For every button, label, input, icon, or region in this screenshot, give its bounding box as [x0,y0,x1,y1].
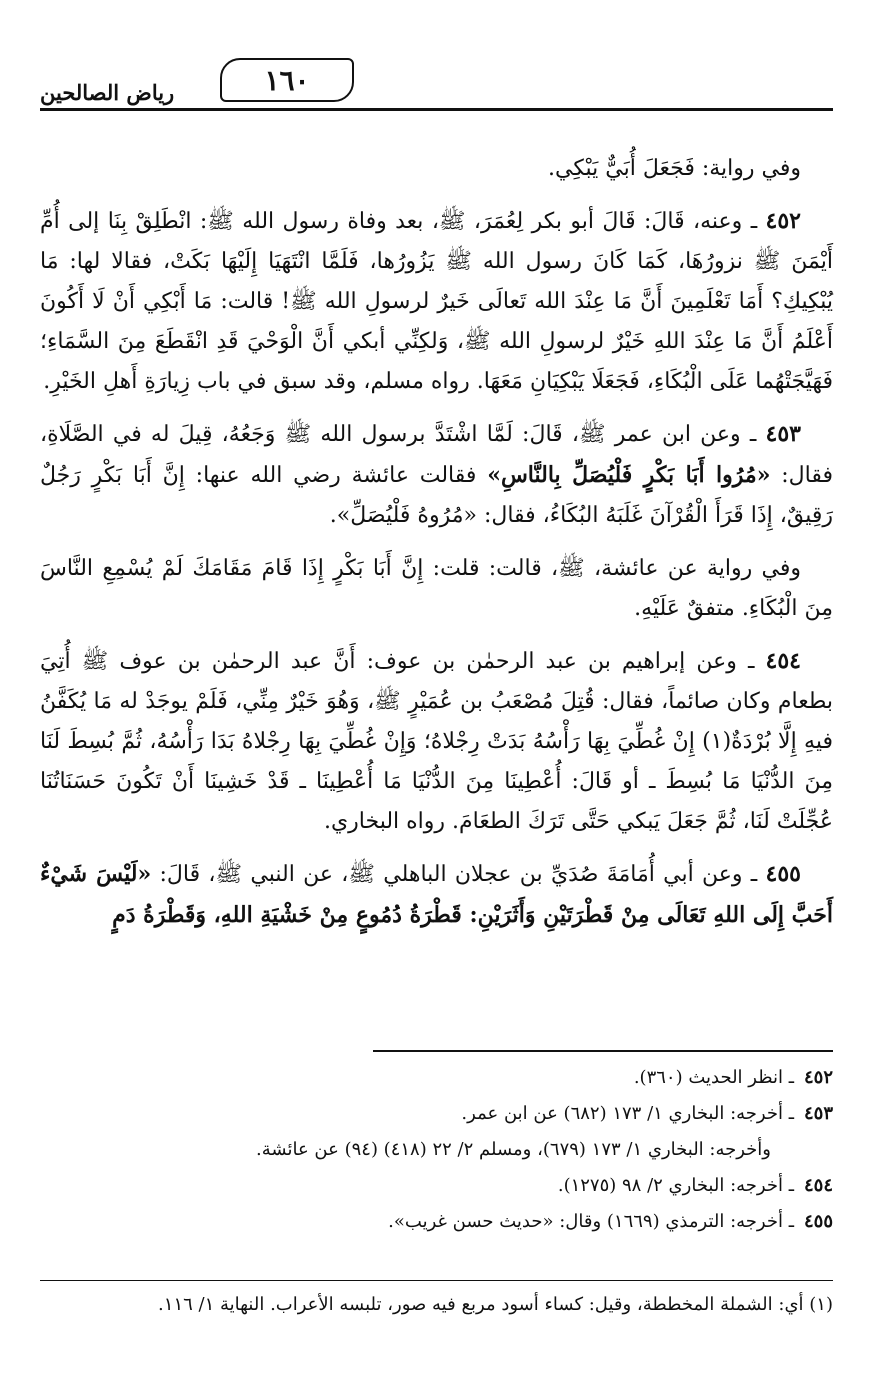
note-text: ـ انظر الحديث (٣٦٠). [633,1067,794,1088]
running-head: رياض الصالحين [40,80,175,105]
note-line [40,1168,833,1204]
note-number: ٤٥٢ [803,1067,833,1088]
page-header [40,58,833,110]
notes-rule [373,1050,833,1052]
paragraph-text: ـ وعن ابن عمر ﷺ، قَالَ: لَمَّا اشْتَدَّ برسول الله ﷺ وَجَعُهُ، قِيلَ له في الصَّلَاةِ، فقال: [40,422,833,488]
hadith-number: ٤٥٣ [765,421,801,447]
note-number: ٤٥٣ [803,1103,833,1124]
prophetic-quote: «لَيْسَ شَيْءٌ أَحَبَّ إِلَى اللهِ تَعَالَى مِنْ قَطْرَتَيْنِ وَأَثَرَيْنِ: قَطْرَةُ دُمُوعٍ مِنْ خَشْيَةِ اللهِ، وَقَطْرَةُ دَمٍ [40,861,833,928]
footnote-rule [40,1280,833,1281]
hadith-number: ٤٥٥ [765,861,801,887]
paragraph-text: ـ وعن أبي أُمَامَةَ صُدَيِّ بن عجلان الباهلي ﷺ، عن النبي ﷺ، قَالَ: [151,862,766,887]
paragraph [40,641,833,842]
paragraph-text: ـ وعن إبراهيم بن عبد الرحمٰن بن عوف: أَنَّ عبد الرحمٰن بن عوف ﷺ أُتِيَ بطعام وكان صائماً، فقال: قُتِلَ مُصْعَبُ بن عُمَيْرٍ ﷺ، وَهُوَ خَيْرٌ مِنِّي، فَلَمْ يوجَدْ له مَا يُكَفَّنُ فيهِ إِلَّا بُرْدَةٌ(١) إِنْ غُطِّيَ بِهَا رَأْسُهُ بَدَتْ رِجْلاهُ؛ وَإِنْ غُطِّيَ بِهَا رِجْلاهُ بَدَا رَأْسُهُ، ثُمَّ بُسِطَ لَنَا مِنَ الدُّنْيَا مَا بُسِطَ ـ أو قَالَ: أُعْطِينَا مِنَ الدُّنْيَا مَا أُعْطِينَا ـ قَدْ خَشِينَا أَنْ تَكُونَ حَسَنَاتُنَا عُجِّلَتْ لَنَا، ثُمَّ جَعَلَ يَبكي حَتَّى تَرَكَ الطعَامَ. رواه البخاري. [40,649,833,834]
header-rule [40,108,833,111]
footnote: (١) أي: الشملة المخططة، وقيل: كساء أسود مربع فيه صور، تلبسه الأعراب. النهاية ١/ ١١٦. [158,1294,833,1315]
note-line [40,1060,833,1096]
paragraph-text: وفي رواية عن عائشة، ﷺ، قالت: قلت: إِنَّ أَبَا بَكْرٍ إِذَا قَامَ مَقَامَكَ لَمْ يُسْمِعِ النَّاسَ مِنَ الْبُكَاءِ. متفقٌ عَلَيْهِ. [40,556,833,621]
paragraph [40,854,833,936]
note-line [40,1204,833,1240]
note-number: ٤٥٥ [803,1211,833,1232]
paragraph [40,201,833,402]
note-line [40,1096,833,1132]
hadith-number: ٤٥٤ [765,648,801,674]
paragraph [40,148,833,189]
paragraph-text: ـ وعنه، قَالَ: قَالَ أبو بكر لِعُمَرَ، ﷺ، بعد وفاة رسول الله ﷺ: انْطَلِقْ بِنَا إلى أُمِّ أَيْمَنَ ﷺ نزورُهَا، كَمَا كَانَ رسول الله ﷺ يَزُورُها، فَلَمَّا انْتَهَيَا إِلَيْهَا بَكَتْ، فقالا لها: مَا يُبْكِيكِ؟ أَمَا تَعْلَمِينَ أَنَّ مَا عِنْدَ الله تَعالَى خَيرٌ لرسولِ الله ﷺ! قالت: مَا أَبْكِي أَنْ لَا أَكُونَ أَعْلَمُ أَنَّ مَا عِنْدَ اللهِ خَيْرٌ لرسولِ الله ﷺ، وَلكِنِّي أبكي أَنَّ الْوَحْيَ قَدِ انْقَطَعَ مِنَ السَّمَاءِ؛ فَهَيَّجَتْهُما عَلَى الْبُكَاءِ، فَجَعَلَا يَبْكِيَانِ مَعَهَا. رواه مسلم، وقد سبق في باب زِيارَةِ أَهلِ الخَيْرِ. [40,209,833,394]
main-text [40,148,833,948]
prophetic-quote: «مُرُوا أَبَا بَكْرٍ فَلْيُصَلِّ بِالنَّاسِ» [487,462,771,488]
source-notes [40,1060,833,1240]
note-text: ـ أخرجه: الترمذي (١٦٦٩) وقال: «حديث حسن غريب». [388,1211,794,1232]
paragraph [40,414,833,536]
note-line [40,1132,833,1168]
paragraph [40,548,833,629]
hadith-number: ٤٥٢ [765,208,801,234]
page-number: ١٦٠ [220,58,354,102]
note-text: ـ أخرجه: البخاري ١/ ١٧٣ (٦٨٢) عن ابن عمر. [461,1103,794,1124]
paragraph-text: وفي رواية: فَجَعَلَ أُبَيٌّ يَبْكِي. [548,156,801,181]
note-text: ـ أخرجه: البخاري ٢/ ٩٨ (١٢٧٥). [557,1175,794,1196]
note-number: ٤٥٤ [803,1175,833,1196]
note-text: وأخرجه: البخاري ١/ ١٧٣ (٦٧٩)، ومسلم ٢/ ٢٢ (٤١٨) (٩٤) عن عائشة. [256,1139,771,1160]
paragraph-text-continued: فقالت عائشة رضي الله عنها: إِنَّ أَبَا بَكْرٍ رَجُلٌ رَقِيقٌ، إِذَا قَرَأَ الْقُرْآنَ غَلَبَهُ البُكَاءُ، فقال: «مُرُوهُ فَلْيُصَلِّ». [40,463,833,528]
